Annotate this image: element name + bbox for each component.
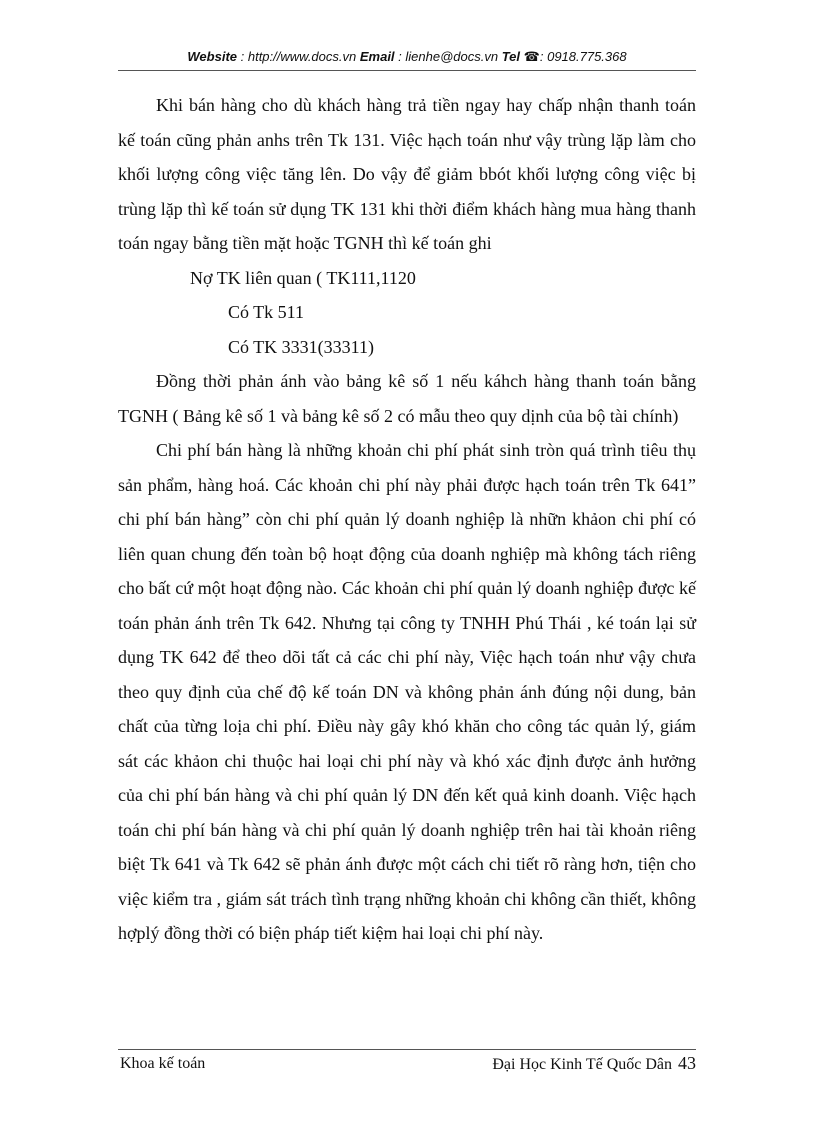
- page-header: [118, 49, 696, 65]
- document-body: [118, 88, 696, 951]
- website-value: : http://www.docs.vn: [240, 49, 357, 64]
- footer-university-name: Đại Học Kinh Tế Quốc Dân: [492, 1056, 672, 1073]
- footer-department: Khoa kế toán: [120, 1055, 206, 1072]
- journal-entry-credit-1: Có Tk 511: [228, 302, 305, 322]
- page-number: 43: [678, 1053, 696, 1073]
- website-label: Website: [187, 49, 237, 64]
- footer-university: [492, 1053, 696, 1074]
- journal-entry-debit: Nợ TK liên quan ( TK111,1120: [190, 267, 416, 288]
- tel-label: Tel: [501, 49, 521, 64]
- tel-value: : 0918.775.368: [539, 49, 627, 64]
- email-value: : lienhe@docs.vn: [398, 49, 499, 64]
- paragraph-1: Khi bán hàng cho dù khách hàng trả tiền ngay hay chấp nhận thanh toán kế toán cũng phản anhs trên Tk 131. Việc hạch toán như vậy trùng lặp làm cho khối lượng công việc tăng lên. Do vậy để giảm bbót khối lượng công việc bị trùng lặp thì kế toán sử dụng TK 131 khi thời điểm khách hàng mua hàng thanh toán ngay bằng tiền mặt hoặc TGNH thì kế toán ghi: [118, 95, 696, 253]
- paragraph-3: Chi phí bán hàng là những khoản chi phí phát sinh tròn quá trình tiêu thụ sản phẩm, hàng hoá. Các khoản chi phí này phải được hạch toán trên Tk 641” chi phí bán hàng” còn chi phí quản lý doanh nghiệp là nhữn khảon chi phí có liên quan chung đến toàn bộ hoạt động của doanh nghiệp mà không tách riêng cho bất cứ một hoạt động nào. Các khoản chi phí quản lý doanh nghiệp được kế toán phản ánh trên Tk 642. Nhưng tại công ty TNHH Phú Thái , ké toán lại sử dụng TK 642 để theo dõi tất cả các chi phí này, Việc hạch toán như vậy chưa theo quy định của chế độ kế toán DN và không phản ánh đúng nội dung, bản chất của từng loịa chi phí. Điều này gây khó khăn cho công tác quản lý, giám sát các khảon chi thuộc hai loại chi phí này và khó xác định được ảnh hưởng của chi phí bán hàng và chi phí quản lý DN đến kết quả kinh doanh. Việc hạch toán chi phí bán hàng và chi phí quản lý doanh nghiệp trên hai tài khoản riêng biệt Tk 641 và Tk 642 sẽ phản ánh được một cách chi tiết rõ ràng hơn, tiện cho việc kiểm tra , giám sát trách tình trạng những khoản chi không cần thiết, không hợplý đồng thời có biện pháp tiết kiệm hai loại chi phí này.: [118, 440, 696, 943]
- phone-icon: ☎: [523, 49, 540, 64]
- journal-entry-credit-2: Có TK 3331(33311): [228, 336, 374, 357]
- header-divider: [118, 70, 696, 71]
- paragraph-2: Đồng thời phản ánh vào bảng kê số 1 nếu káhch hàng thanh toán bằng TGNH ( Bảng kê số 1 và bảng kê số 2 có mẫu theo quy dịnh của bộ tài chính): [118, 371, 696, 426]
- footer-divider: [118, 1049, 696, 1050]
- email-label: Email: [359, 49, 395, 64]
